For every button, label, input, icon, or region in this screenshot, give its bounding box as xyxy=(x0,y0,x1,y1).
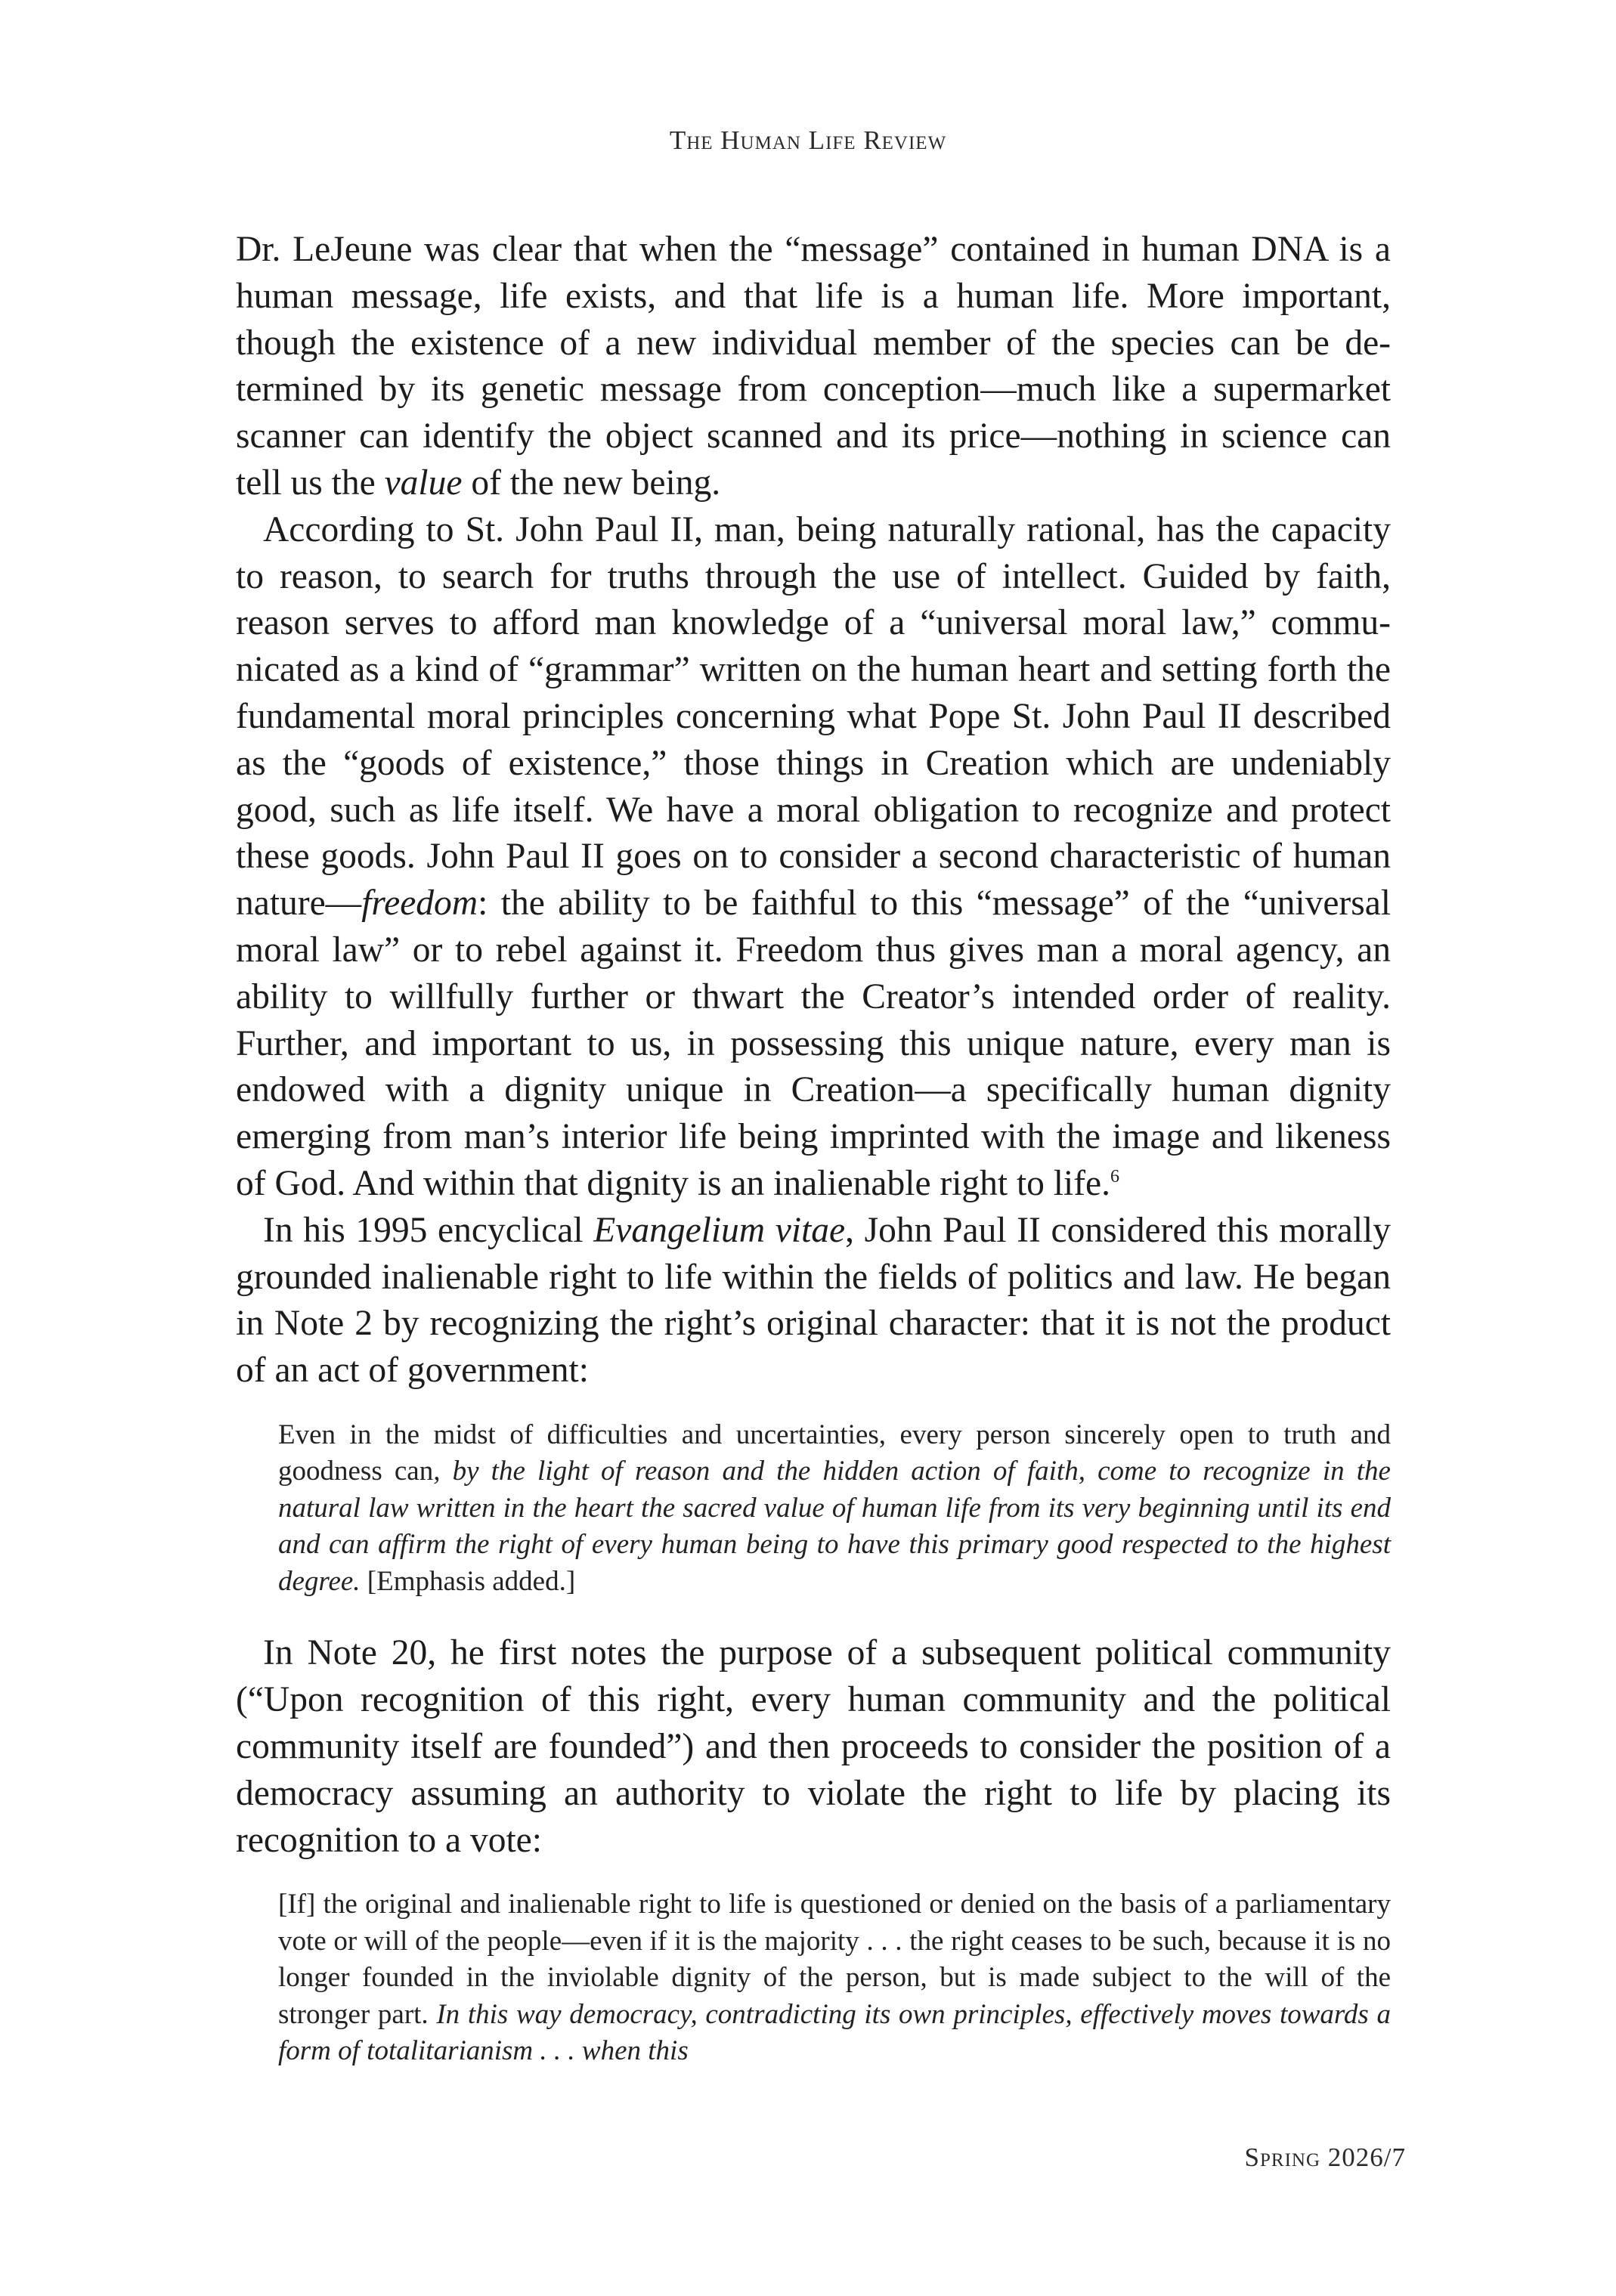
footnote-marker: 6 xyxy=(1110,1167,1119,1187)
block-quote-note-20 xyxy=(236,1886,1391,2070)
paragraph-text-tail: : the ability to be faithful to this “message” of the “universal moral law” or to rebel against it. Freedom thus gives man a moral agency, an ability to willfully further or thwart the Creator’s intended order of reality. Further, and important to us, in possessing this unique nature, every man is endowed with a dignity unique in Creation—a specifically human dignity emerging from man’s interior life being imprinted with the image and likeness of God. And within that dignity is an inalienable right to life. xyxy=(236,883,1391,1203)
page-folio: Spring 2026/7 xyxy=(1244,2143,1406,2172)
quote-text: [If] the original and inalienable right to life is questioned or denied on the basis of a parliamentary vote or will of the people—even if it is the majority . . . the right ceases to be such, because it is no longer founded in the inviolable dignity of the person, but is made subject to the will of the stronger part. xyxy=(278,1889,1391,2030)
paragraph-text: Dr. LeJeune was clear that when the “message” contained in human DNA is a human message, life exists, and that life is a human life. More important, though the existence of a new individual member of the species can be determined by its genetic message from conception—much like a supermarket scanner can identify the object scanned and its price—nothing in science can tell us the xyxy=(236,230,1391,503)
paragraph-note-20 xyxy=(236,1630,1391,1864)
emphasis-freedom: freedom xyxy=(361,883,478,924)
paragraph-lejeune xyxy=(236,227,1391,507)
paragraph-evangelium xyxy=(236,1208,1391,1394)
block-quote-note-2 xyxy=(236,1417,1391,1601)
paragraph-text-tail: , John Paul II considered this morally grounded inalienable right to life within the fields of politics and law. He began in Note 2 by recognizing the right’s original character: that it is not the product of an act of government: xyxy=(236,1210,1392,1391)
paragraph-john-paul xyxy=(236,507,1391,1208)
running-head: The Human Life Review xyxy=(669,125,947,155)
paragraph-text: In his 1995 encyclical xyxy=(263,1210,594,1250)
quote-text: Even in the midst of difficulties and uncertainties, every person sincerely open to truth and goodness can xyxy=(278,1419,1391,1487)
emphasis-value: value xyxy=(384,463,463,503)
quote-emphasis: In this way democracy, contradicting its own principles, effectively moves towards a form of totalitarianism . . . when this xyxy=(278,1998,1391,2067)
quote-text-tail: [Emphasis added.] xyxy=(360,1565,576,1597)
quote-emphasis: , by the light of reason and the hidden action of faith, come to recognize in the natural law written in the heart the sacred value of human life from its very beginning until its end and can affirm the right of every human being to have this primary good respected to the highest degree. xyxy=(278,1456,1391,1597)
paragraph-text: According to St. John Paul II, man, being naturally rational, has the capacity to reason, to search for truths through the use of intellect. Guided by faith, reason serves to afford man knowledge of a “universal moral law,” communicated as a kind of “grammar” written on the human heart and setting forth the fundamental moral principles concerning what Pope St. John Paul II described as the “goods of existence,” those things in Creation which are undeniably good, such as life itself. We have a moral obligation to recognize and protect these goods. John Paul II goes on to consider a second characteristic of human nature— xyxy=(236,509,1391,924)
emphasis-encyclical-title: Evangelium vitae xyxy=(593,1210,846,1250)
paragraph-text-tail: of the new being. xyxy=(462,463,721,503)
article-body xyxy=(236,227,1391,2070)
paragraph-text: In Note 20, he first notes the purpose of a subsequent political community (“Upon recognition of this right, every human community and the political community itself are founded”) and then proceeds to consider the position of a democracy assuming an authority to violate the right to life by placing its recognition to a vote: xyxy=(236,1633,1391,1860)
